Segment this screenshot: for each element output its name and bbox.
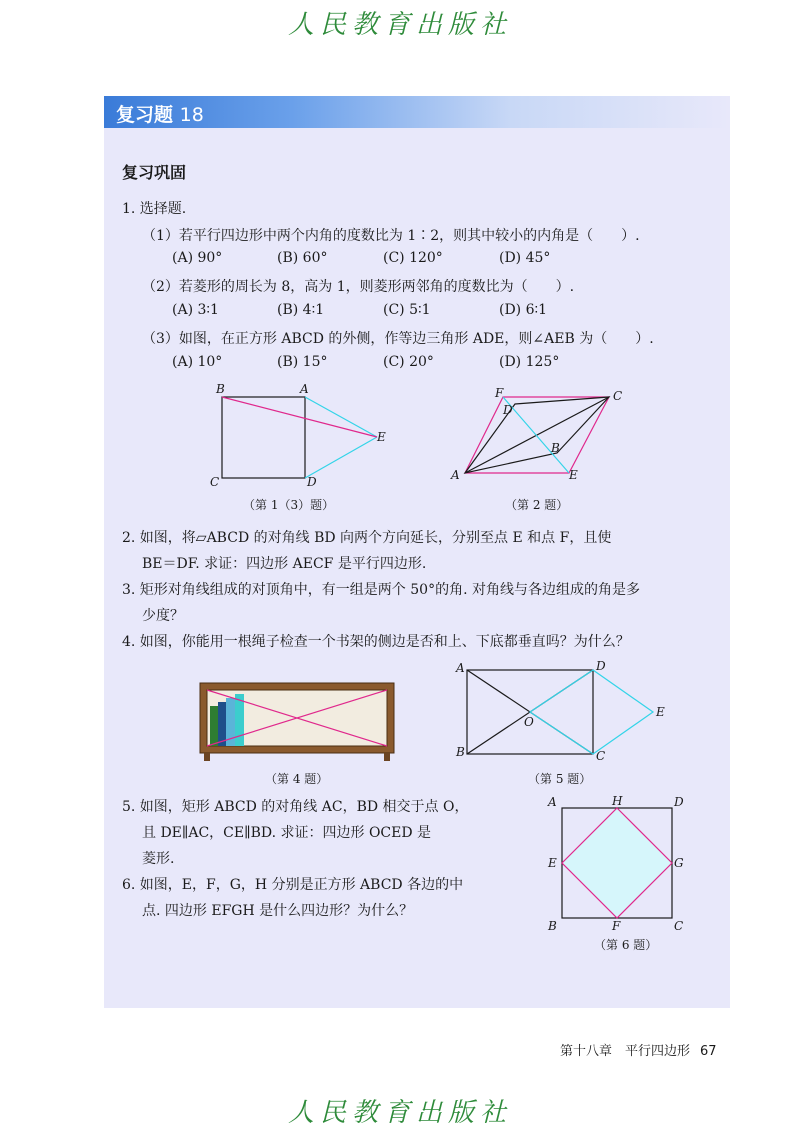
q3-line2: 少度？ — [142, 608, 184, 624]
label-d: D — [674, 795, 684, 809]
label-e: E — [656, 705, 665, 719]
book-blue — [218, 702, 226, 746]
q1-p2-opt-a: (A) 3∶1 — [172, 302, 219, 318]
shelf-leg-right — [384, 753, 390, 761]
label-b: B — [548, 919, 557, 933]
header-number: 18 — [179, 104, 204, 126]
book-cyan — [235, 694, 244, 746]
figure-q1-3 — [200, 380, 400, 495]
label-a: A — [451, 468, 460, 482]
label-d: D — [503, 403, 513, 417]
q1-p3-opt-b: (B) 15° — [277, 354, 328, 370]
segment-de — [305, 437, 377, 478]
page-number: 67 — [700, 1044, 717, 1059]
figure-q2 — [445, 385, 635, 490]
label-a: A — [300, 382, 309, 396]
label-e: E — [548, 856, 557, 870]
q1-p1-opt-c: (C) 120° — [383, 250, 443, 266]
q1-part3: （3）如图，在正方形 ABCD 的外侧，作等边三角形 ADE，则∠AEB 为（ ）. — [142, 331, 654, 347]
shelf-leg-left — [204, 753, 210, 761]
label-o: O — [524, 715, 534, 729]
q5-line3: 菱形. — [142, 851, 175, 867]
rhombus-oced — [530, 670, 653, 754]
label-d: D — [307, 475, 317, 489]
publisher-logo-bottom: 人民教育出版社 — [287, 1098, 512, 1128]
segment-be — [222, 397, 377, 437]
label-b: B — [551, 441, 560, 455]
q1-part2: （2）若菱形的周长为 8，高为 1，则菱形两邻角的度数比为（ ）. — [142, 279, 575, 295]
label-e: E — [377, 430, 386, 444]
figure-q5 — [450, 660, 670, 770]
page-title — [116, 100, 204, 127]
page-footer — [560, 1040, 717, 1059]
q1-p1-opt-b: (B) 60° — [277, 250, 328, 266]
label-f: F — [612, 919, 621, 933]
label-f: F — [495, 386, 504, 400]
square-efgh — [562, 808, 672, 918]
label-e: E — [569, 468, 578, 482]
footer-chapter: 第十八章 平行四边形 — [560, 1044, 691, 1059]
q1-p3-opt-d: (D) 125° — [499, 354, 560, 370]
q1-part1: （1）若平行四边形中两个内角的度数比为 1∶2，则其中较小的内角是（ ）. — [142, 228, 640, 244]
label-a: A — [548, 795, 557, 809]
caption-fig1: （第 1（3）题） — [243, 498, 335, 512]
figure-q4-bookshelf — [198, 680, 398, 765]
q6-line1: 6. 如图，E，F，G，H 分别是正方形 ABCD 各边的中 — [122, 877, 464, 893]
q1-stem: 1. 选择题. — [122, 201, 187, 217]
q1-p3-opt-a: (A) 10° — [172, 354, 223, 370]
q4-line1: 4. 如图，你能用一根绳子检查一个书架的侧边是否和上、下底都垂直吗？为什么？ — [122, 634, 630, 650]
label-c: C — [613, 389, 623, 403]
section-title: 复习巩固 — [122, 163, 187, 182]
q2-line2: BE＝DF. 求证：四边形 AECF 是平行四边形. — [142, 556, 427, 572]
diagonal-ac — [465, 397, 609, 473]
caption-fig4: （第 4 题） — [265, 772, 329, 786]
label-h: H — [612, 794, 623, 808]
label-b: B — [216, 382, 225, 396]
caption-fig2: （第 2 题） — [505, 498, 569, 512]
label-c: C — [210, 475, 220, 489]
book-green — [210, 706, 218, 746]
figure-q6 — [540, 792, 690, 937]
label-b: B — [456, 745, 465, 759]
q1-p2-opt-c: (C) 5∶1 — [383, 302, 431, 318]
label-c: C — [596, 749, 606, 763]
header-label: 复习题 — [116, 104, 174, 126]
q1-p1-opt-a: (A) 90° — [172, 250, 223, 266]
q1-p3-opt-c: (C) 20° — [383, 354, 434, 370]
publisher-logo-top: 人民教育出版社 — [287, 10, 512, 40]
q1-p1-opt-d: (D) 45° — [499, 250, 551, 266]
label-a: A — [456, 661, 465, 675]
q1-p2-opt-b: (B) 4∶1 — [277, 302, 325, 318]
diagonal-fe — [503, 397, 569, 473]
caption-fig6: （第 6 题） — [594, 938, 658, 952]
label-g: G — [674, 856, 684, 870]
caption-fig5: （第 5 题） — [528, 772, 592, 786]
segment-ae — [305, 397, 377, 437]
q6-line2: 点. 四边形 EFGH 是什么四边形？为什么？ — [142, 903, 414, 919]
square-abcd — [222, 397, 305, 478]
q5-line2: 且 DE∥AC，CE∥BD. 求证：四边形 OCED 是 — [142, 825, 432, 841]
q5-line1: 5. 如图，矩形 ABCD 的对角线 AC，BD 相交于点 O， — [122, 799, 469, 815]
q1-p2-opt-d: (D) 6∶1 — [499, 302, 548, 318]
q2-line1: 2. 如图，将▱ABCD 的对角线 BD 向两个方向延长，分别至点 E 和点 F，且使 — [122, 530, 612, 546]
label-c: C — [674, 919, 684, 933]
q3-line1: 3. 矩形对角线组成的对顶角中，有一组是两个 50°的角. 对角线与各边组成的角是多 — [122, 582, 640, 598]
label-d: D — [596, 659, 606, 673]
